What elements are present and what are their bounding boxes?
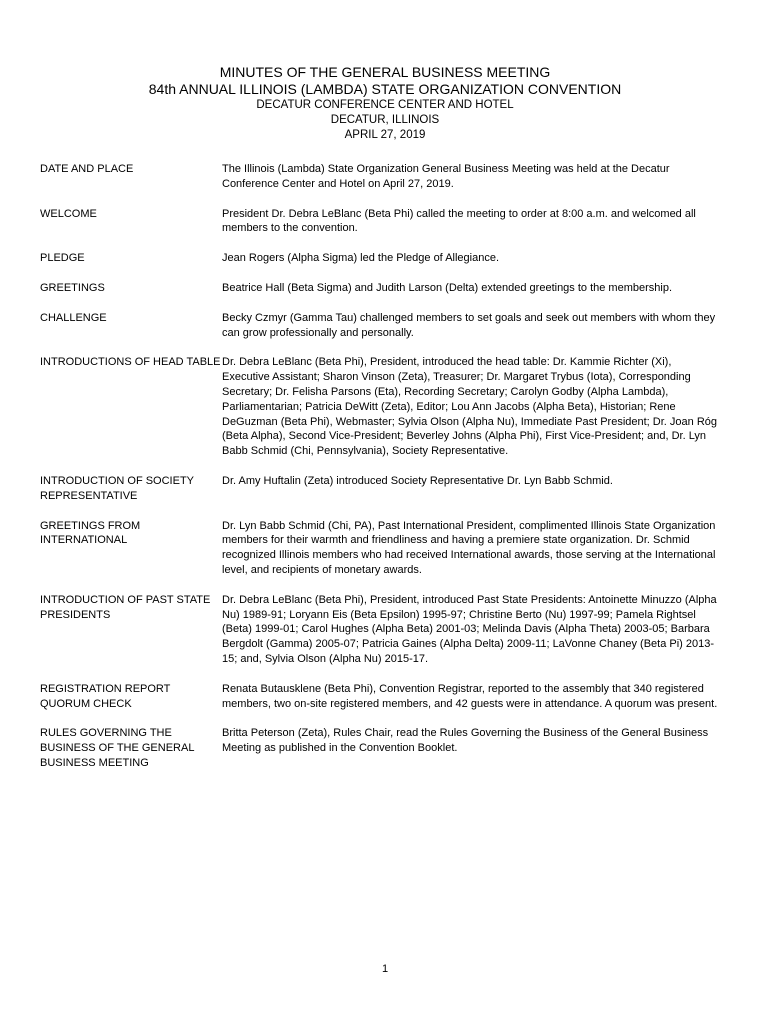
page-number: 1	[381, 963, 389, 975]
venue-line: DECATUR CONFERENCE CENTER AND HOTEL	[256, 99, 514, 111]
row-label: RULES GOVERNING THE BUSINESS OF THE GENERAL BUSINESS MEETING	[40, 727, 195, 769]
row-text: Dr. Amy Huftalin (Zeta) introduced Society Representative Dr. Lyn Babb Schmid.	[222, 474, 613, 487]
row-text: The Illinois (Lambda) State Organization General Business Meeting was held at the Decatur Conference Center and Hotel on April 27, 2019.	[222, 163, 670, 190]
row-label: INTRODUCTION OF SOCIETY REPRESENTATIVE	[40, 474, 194, 502]
row-text: Renata Butausklene (Beta Phi), Convention Registrar, reported to the assembly that 340 registered members, two on-site registered members, and 42 guests were in attendance. A quorum was present.	[222, 682, 718, 710]
row-text: Jean Rogers (Alpha Sigma) led the Pledge of Allegiance.	[222, 252, 500, 265]
minutes-row	[40, 682, 720, 712]
title-line-2: 84th ANNUAL ILLINOIS (LAMBDA) STATE ORGANIZATION CONVENTION	[148, 81, 622, 97]
row-text: Dr. Debra LeBlanc (Beta Phi), President, introduced the head table: Dr. Kammie Richter (Xi), Executive Assistant; Sharon Vinson (Zeta), Treasurer; Dr. Margaret Trybus (Iota), Corresponding Secretary; Dr. Felisha Parsons (Eta), Recording Secretary; Carolyn Godby (Alpha Lambda), Parliamentarian; Patricia DeWitt (Zeta), Editor; Lou Ann Jacobs (Alpha Beta), Historian; Rene DeGuzman (Beta Phi), Webmaster; Sylvia Olson (Alpha Nu), Immediate Past President; Dr. Joan Róg (Beta Alpha), Second Vice-President; Beverley Johns (Alpha Phi), First Vice-President; and, Dr. Lyn Babb Schmid (Chi, Pennsylvania), Society Representative.	[222, 356, 717, 458]
row-text: Beatrice Hall (Beta Sigma) and Judith Larson (Delta) extended greetings to the membership.	[222, 281, 673, 294]
minutes-table	[40, 162, 720, 786]
row-label: GREETINGS FROM INTERNATIONAL	[40, 519, 141, 547]
city-line: DECATUR, ILLINOIS	[330, 114, 440, 126]
row-label: DATE AND PLACE	[40, 163, 134, 175]
row-text: Dr. Lyn Babb Schmid (Chi, PA), Past International President, complimented Illinois State Organization members for their warmth and friendliness and having a premiere state organization. Dr. Schmid recognized Illinois members who had received International awards, those serving at the International level, and recipients of monetary awards.	[222, 519, 716, 576]
date-line: APRIL 27, 2019	[344, 129, 426, 141]
row-label: PLEDGE	[40, 252, 85, 265]
row-label: CHALLENGE	[40, 311, 107, 324]
row-label: REGISTRATION REPORT QUORUM CHECK	[40, 682, 171, 710]
minutes-row	[40, 207, 720, 237]
minutes-row	[40, 251, 720, 266]
row-label: WELCOME	[40, 207, 97, 220]
minutes-row	[40, 726, 720, 770]
title-line-1: MINUTES OF THE GENERAL BUSINESS MEETING	[219, 64, 551, 80]
minutes-row	[40, 593, 720, 667]
row-label: INTRODUCTIONS OF HEAD TABLE	[40, 356, 221, 369]
row-label: GREETINGS	[40, 281, 105, 294]
row-label: INTRODUCTION OF PAST STATE PRESIDENTS	[40, 593, 211, 621]
minutes-row	[40, 311, 720, 341]
minutes-row	[40, 474, 720, 504]
row-text: President Dr. Debra LeBlanc (Beta Phi) called the meeting to order at 8:00 a.m. and welcomed all members to the convention.	[222, 207, 696, 235]
minutes-row	[40, 162, 720, 192]
row-text: Dr. Debra LeBlanc (Beta Phi), President, introduced Past State Presidents: Antoinette Minuzzo (Alpha Nu) 1989-91; Loryann Eis (Beta Epsilon) 1995-97; Christine Berto (Nu) 1997-99; Pamela Rightsel (Beta) 1999-01; Carol Hughes (Alpha Beta) 2001-03; Melinda Davis (Alpha Theta) 2003-05; Barbara Bergdolt (Gamma) 2005-07; Patricia Gaines (Alpha Delta) 2009-11; LaVonne Chaney (Beta Pi) 2013-15; and, Sylvia Olson (Alpha Nu) 2015-17.	[222, 593, 717, 665]
minutes-row	[40, 281, 720, 296]
document-header	[0, 64, 770, 143]
row-text: Becky Czmyr (Gamma Tau) challenged members to set goals and seek out members with whom they can grow professionally and personally.	[222, 311, 716, 339]
minutes-row	[40, 519, 720, 578]
minutes-row	[40, 355, 720, 459]
row-text: Britta Peterson (Zeta), Rules Chair, read the Rules Governing the Business of the General Business Meeting as published in the Convention Booklet.	[222, 727, 709, 755]
